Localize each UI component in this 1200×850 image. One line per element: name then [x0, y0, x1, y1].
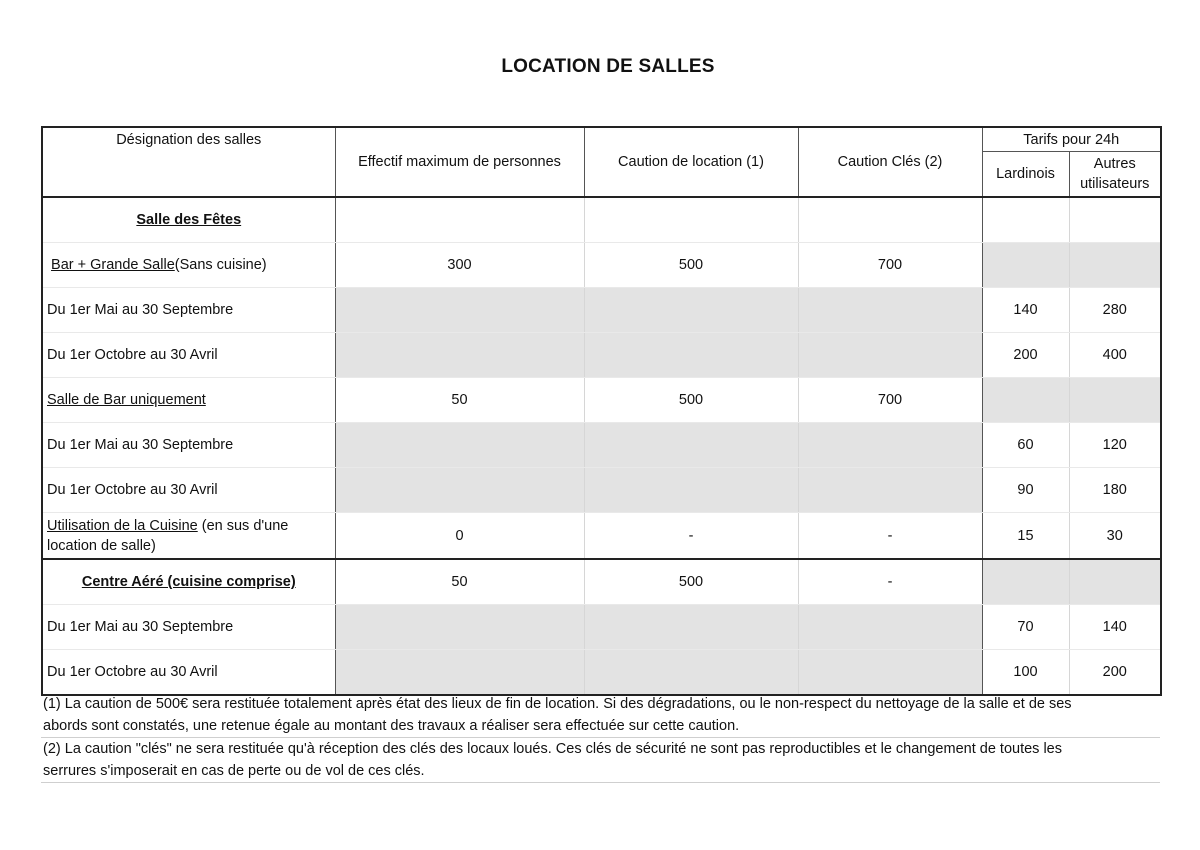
cell-cles: - — [798, 559, 982, 605]
row-label: Bar + Grande Salle(Sans cuisine) — [42, 243, 335, 288]
cell-caution: 500 — [584, 243, 798, 288]
cell-lardinois: 70 — [982, 605, 1069, 650]
cell-autres: 400 — [1069, 333, 1161, 378]
cell-effectif: 0 — [335, 513, 584, 560]
table-row — [42, 378, 1161, 423]
row-label: Du 1er Mai au 30 Septembre — [42, 288, 335, 333]
row-label: Du 1er Octobre au 30 Avril — [42, 468, 335, 513]
cell-autres: 180 — [1069, 468, 1161, 513]
cell-lardinois: 200 — [982, 333, 1069, 378]
cell-caution: - — [584, 513, 798, 560]
cell-autres: 200 — [1069, 650, 1161, 696]
cell-effectif: 300 — [335, 243, 584, 288]
table-row — [42, 650, 1161, 696]
row-label: Utilisation de la Cuisine (en sus d'une location de salle) — [42, 513, 335, 560]
cell-lardinois: 140 — [982, 288, 1069, 333]
header-autres-line2: utilisateurs — [1080, 176, 1150, 192]
row-label: Du 1er Mai au 30 Septembre — [42, 605, 335, 650]
header-effectif: Effectif maximum de personnes — [335, 127, 584, 197]
cell-lardinois: 60 — [982, 423, 1069, 468]
cell-cles: 700 — [798, 378, 982, 423]
table-row — [42, 243, 1161, 288]
cell-cles: 700 — [798, 243, 982, 288]
table-row — [42, 513, 1161, 560]
header-caution-location: Caution de location (1) — [584, 127, 798, 197]
cell-lardinois: 100 — [982, 650, 1069, 696]
header-autres — [1069, 152, 1161, 198]
cell-cles: - — [798, 513, 982, 560]
row-label: Centre Aéré (cuisine comprise) — [42, 559, 335, 605]
cell-autres: 140 — [1069, 605, 1161, 650]
cell-effectif: 50 — [335, 378, 584, 423]
footnote-1: (1) La caution de 500€ sera restituée totalement après état des lieux de fin de location. Si des dégradations, ou le non-respect du nettoyage de la salle et de ses abords sont constatés, une retenue égale au montant des travaux a réaliser sera effectuée sur cette caution. — [41, 693, 1160, 738]
cell-autres: 30 — [1069, 513, 1161, 560]
header-designation: Désignation des salles — [42, 127, 335, 197]
table-row — [42, 605, 1161, 650]
cell-lardinois: 15 — [982, 513, 1069, 560]
cell-caution: 500 — [584, 378, 798, 423]
header-tarifs: Tarifs pour 24h — [982, 127, 1161, 152]
header-lardinois: Lardinois — [982, 152, 1069, 198]
cell-caution: 500 — [584, 559, 798, 605]
rates-table — [41, 126, 1162, 696]
row-label: Du 1er Octobre au 30 Avril — [42, 650, 335, 696]
row-label: Du 1er Mai au 30 Septembre — [42, 423, 335, 468]
table-row — [42, 559, 1161, 605]
cell-autres: 280 — [1069, 288, 1161, 333]
cell-effectif: 50 — [335, 559, 584, 605]
row-label: Du 1er Octobre au 30 Avril — [42, 333, 335, 378]
header-caution-cles: Caution Clés (2) — [798, 127, 982, 197]
table-row — [42, 197, 1161, 243]
cell-autres: 120 — [1069, 423, 1161, 468]
page-title: LOCATION DE SALLES — [501, 56, 715, 77]
table-row — [42, 333, 1161, 378]
cell-lardinois: 90 — [982, 468, 1069, 513]
footnotes — [41, 693, 1160, 783]
table-row — [42, 423, 1161, 468]
table-row — [42, 468, 1161, 513]
row-label: Salle de Bar uniquement — [42, 378, 335, 423]
header-autres-line1: Autres — [1093, 156, 1136, 172]
table-row — [42, 288, 1161, 333]
header-row — [42, 127, 1161, 152]
footnote-2: (2) La caution "clés" ne sera restituée qu'à réception des clés des locaux loués. Ces clés de sécurité ne sont pas reproductibles et le changement de toutes les serrures s'imposerait en cas de perte ou de vol de ces clés. — [41, 738, 1160, 783]
row-label: Salle des Fêtes — [42, 197, 335, 243]
